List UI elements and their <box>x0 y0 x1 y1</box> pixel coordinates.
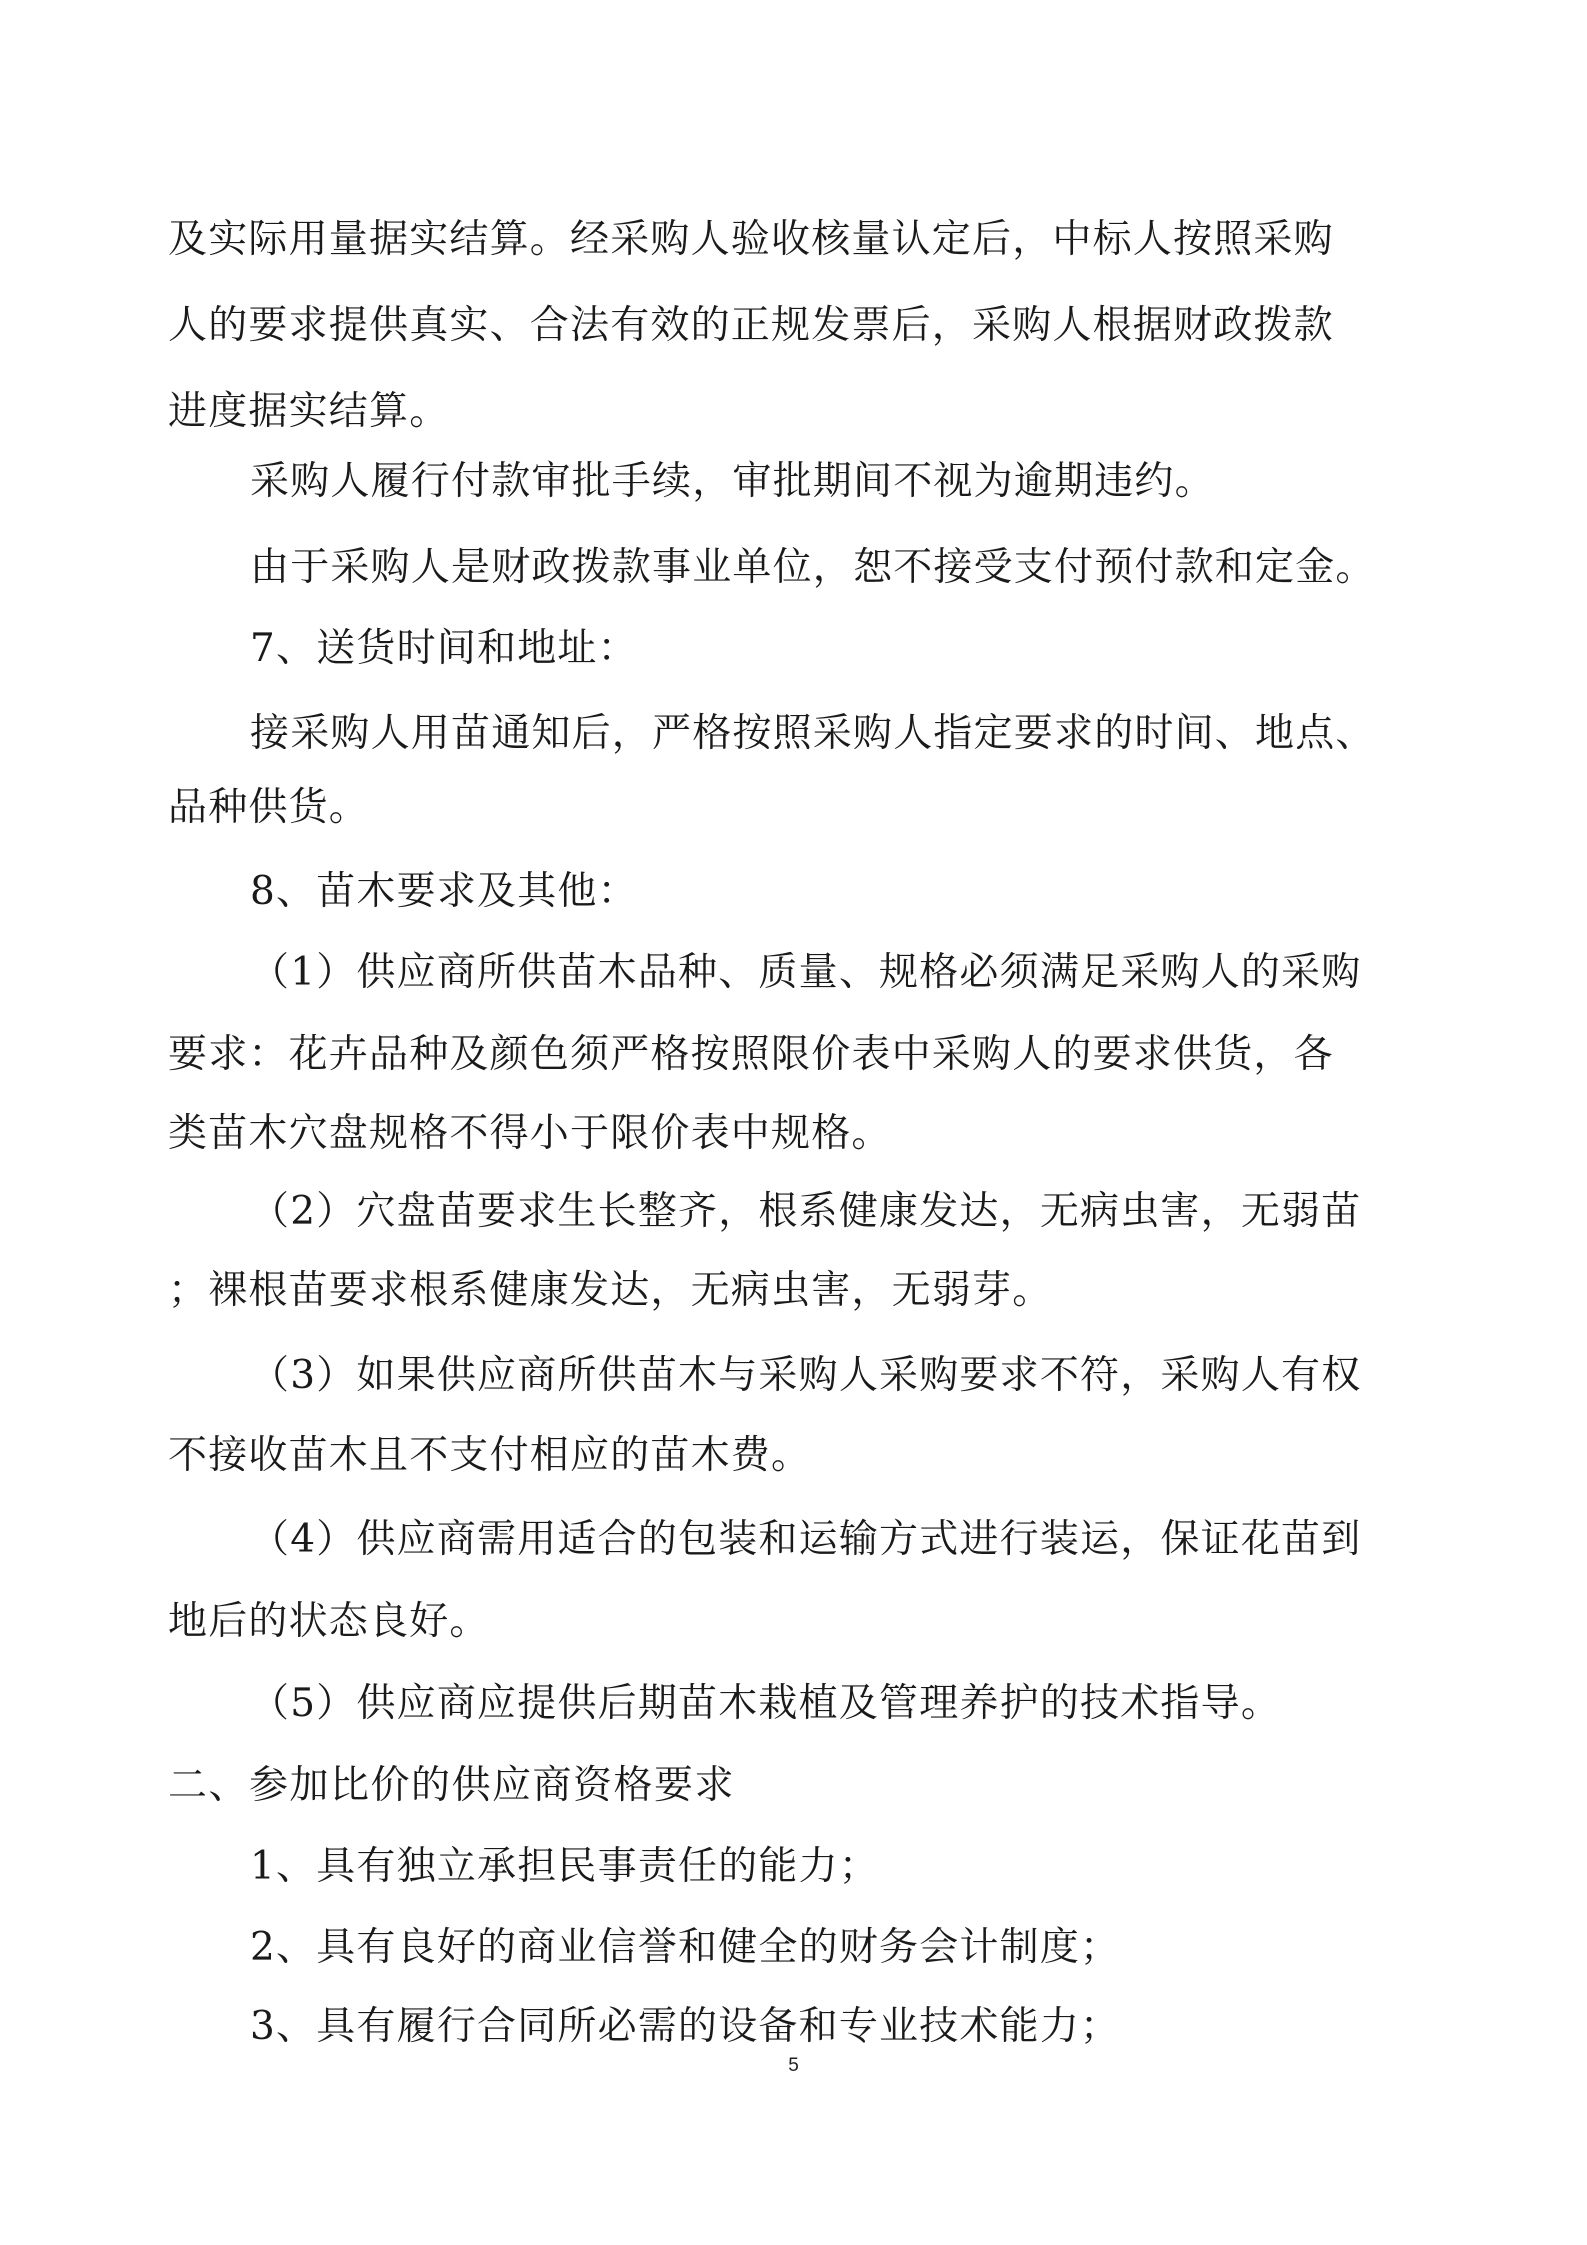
paragraph-line: 进度据实结算。 <box>168 389 450 434</box>
paragraph-line: 及实际用量据实结算。经采购人验收核量认定后，中标人按照采购 <box>168 217 1334 262</box>
section-item-8: 8、苗木要求及其他： <box>250 869 638 914</box>
paragraph-line: 人的要求提供真实、合法有效的正规发票后，采购人根据财政拨款 <box>168 303 1334 348</box>
list-item: 1、具有独立承担民事责任的能力； <box>250 1844 880 1889</box>
paragraph-line: （4）供应商需用适合的包装和运输方式进行装运，保证花苗到 <box>250 1517 1362 1562</box>
paragraph-line: 由于采购人是财政拨款事业单位，恕不接受支付预付款和定金。 <box>250 545 1376 590</box>
paragraph-line: 地后的状态良好。 <box>168 1599 490 1644</box>
paragraph-line: 采购人履行付款审批手续，审批期间不视为逾期违约。 <box>250 459 1215 504</box>
list-item: 2、具有良好的商业信誉和健全的财务会计制度； <box>250 1925 1121 1970</box>
section-item-7: 7、送货时间和地址： <box>250 626 638 671</box>
page-number: 5 <box>788 2055 799 2076</box>
paragraph-line: （1）供应商所供苗木品种、质量、规格必须满足采购人的采购 <box>250 950 1362 995</box>
paragraph-line: 接采购人用苗通知后，严格按照采购人指定要求的时间、地点、 <box>250 711 1376 756</box>
paragraph-line: 要求：花卉品种及颜色须严格按照限价表中采购人的要求供货，各 <box>168 1032 1334 1077</box>
paragraph-line: 品种供货。 <box>168 785 370 830</box>
paragraph-line: （5）供应商应提供后期苗木栽植及管理养护的技术指导。 <box>250 1681 1282 1726</box>
paragraph-line: （2）穴盘苗要求生长整齐，根系健康发达，无病虫害，无弱苗 <box>250 1189 1362 1234</box>
paragraph-line: 类苗木穴盘规格不得小于限价表中规格。 <box>168 1111 892 1156</box>
paragraph-line: ；裸根苗要求根系健康发达，无病虫害，无弱芽。 <box>168 1268 1053 1313</box>
section-heading: 二、参加比价的供应商资格要求 <box>168 1763 736 1808</box>
list-item: 3、具有履行合同所必需的设备和专业技术能力； <box>250 2004 1121 2049</box>
paragraph-line: 不接收苗木且不支付相应的苗木费。 <box>168 1433 812 1478</box>
paragraph-line: （3）如果供应商所供苗木与采购人采购要求不符，采购人有权 <box>250 1353 1362 1398</box>
